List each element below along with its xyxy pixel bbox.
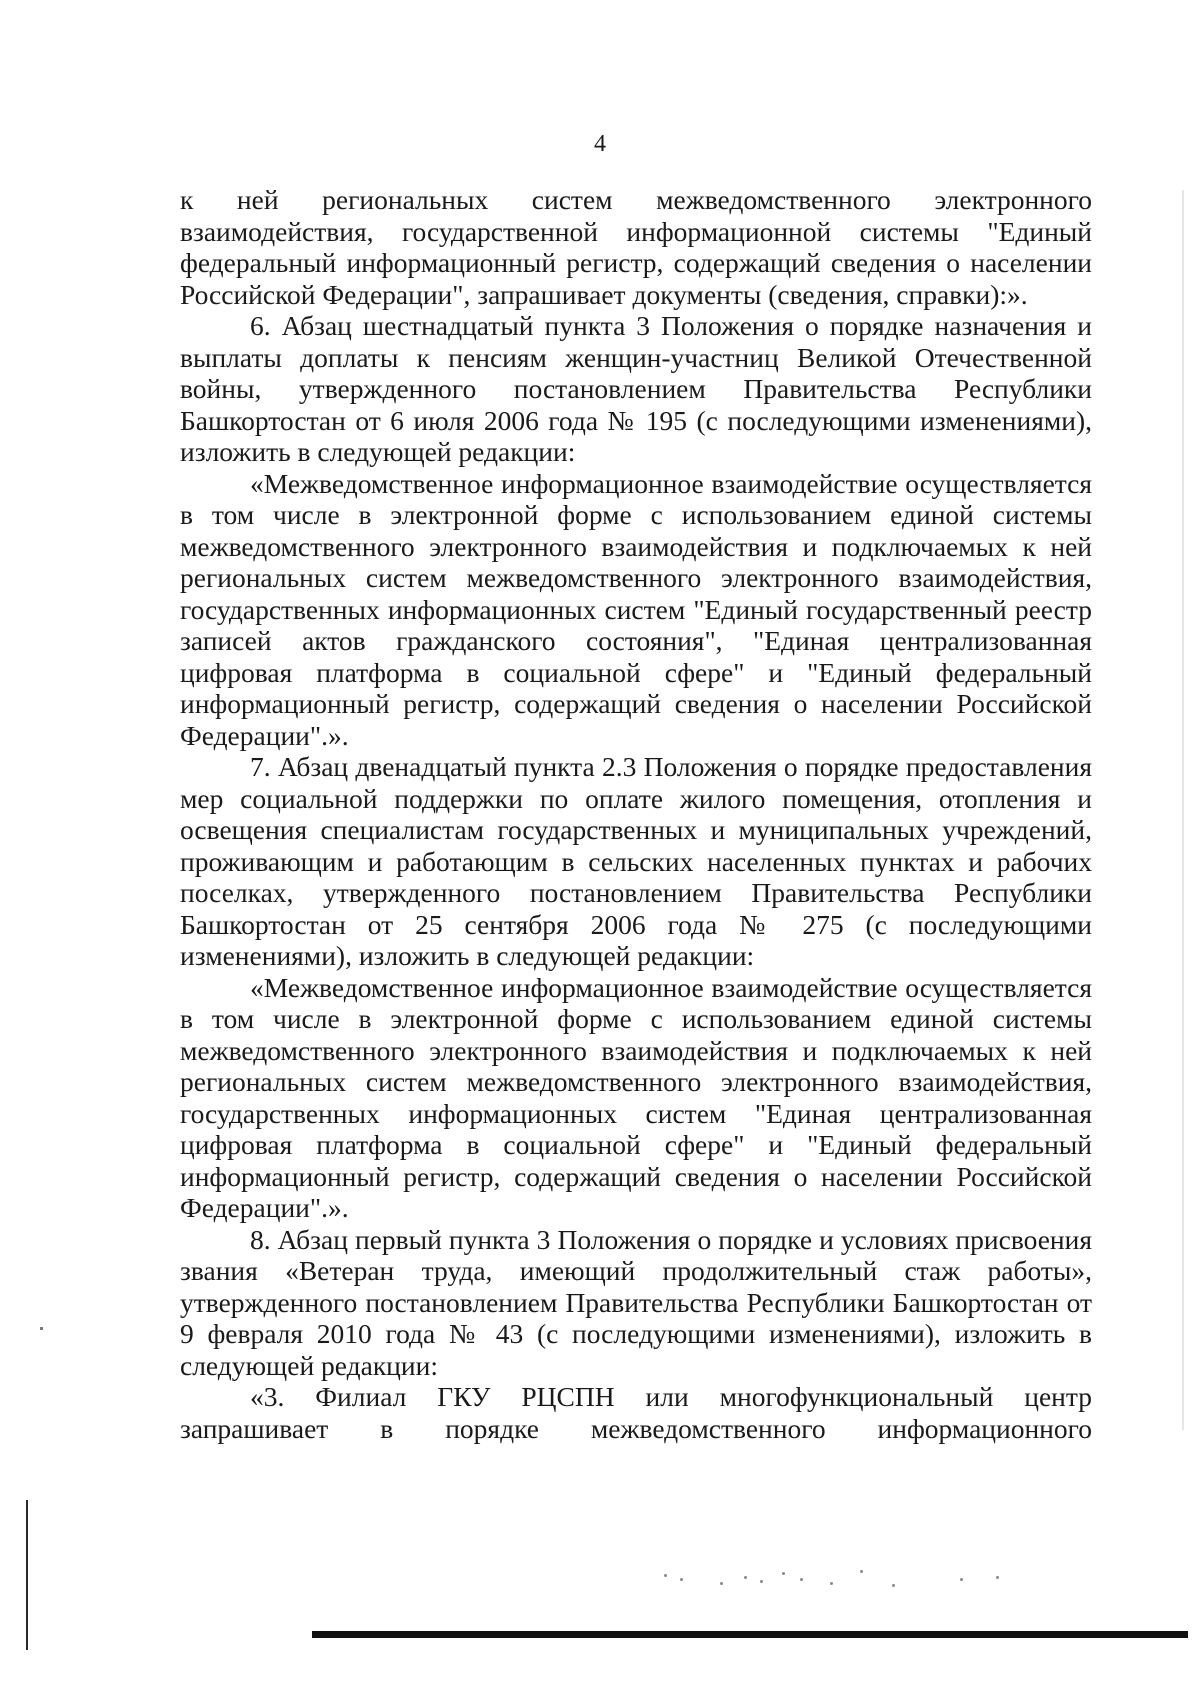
paragraph-item-8: 8. Абзац первый пункта 3 Положения о порядке и условиях присвоения звания «Ветеран труда, имеющий продолжительный стаж работы», утвержденного постановлением Правительства Республики Башкортостан от 9 февраля 2010 года № 43 (с последующими изменениями), изложить в следующей редакции: (180, 1223, 1092, 1381)
paragraph-item-6: 6. Абзац шестнадцатый пункта 3 Положения о порядке назначения и выплаты доплаты к пенсиям женщин-участниц Великой Отечественной войны, утвержденного постановлением Правительства Республики Башкортостан от 6 июля 2006 года № 195 (с последующими изменениями), изложить в следующей редакции: (180, 310, 1092, 467)
scan-edge-line (1182, 190, 1184, 1430)
paragraph-item-7: 7. Абзац двенадцатый пункта 2.3 Положения о порядке предоставления мер социальной поддержки по оплате жилого помещения, отопления и освещения специалистам государственных и муниципальных учреждений, проживающим и работающим в сельских населенных пунктах и рабочих поселках, утвержденного постановлением Правительства Республики Башкортостан от 25 сентября 2006 года № 275 (с последующими изменениями), изложить в следующей редакции: (180, 751, 1092, 971)
paragraph-quote-8: «3. Филиал ГКУ РЦСПН или многофункциональный центр запрашивает в порядке межведомственного информационного (180, 1381, 1092, 1444)
scan-noise (660, 1560, 1020, 1600)
paragraph-quote-6: «Межведомственное информационное взаимодействие осуществляется в том числе в электронной форме с использованием единой системы межведомственного электронного взаимодействия и подключаемых к ней региональных систем межведомственного электронного взаимодействия, государственных информационных систем "Единый государственный реестр записей актов гражданского состояния", "Единая централизованная цифровая платформа в социальной сфере" и "Единый федеральный информационный регистр, содержащий сведения о населении Российской Федерации".». (180, 467, 1092, 751)
paragraph-continuation: к ней региональных систем межведомственного электронного взаимодействия, государственной информационной системы "Единый федеральный информационный регистр, содержащий сведения о населении Российской Федерации", запрашивает документы (сведения, справки):». (180, 184, 1092, 310)
scan-bottom-edge-line (312, 1631, 1188, 1638)
page-number: 4 (594, 131, 606, 157)
scan-speck (40, 1327, 43, 1330)
document-body (180, 184, 1092, 1444)
scan-left-edge-line (26, 1500, 28, 1650)
paragraph-quote-7: «Межведомственное информационное взаимодействие осуществляется в том числе в электронной форме с использованием единой системы межведомственного электронного взаимодействия и подключаемых к ней региональных систем межведомственного электронного взаимодействия, государственных информационных систем "Единая централизованная цифровая платформа в социальной сфере" и "Единый федеральный информационный регистр, содержащий сведения о населении Российской Федерации".». (180, 971, 1092, 1223)
